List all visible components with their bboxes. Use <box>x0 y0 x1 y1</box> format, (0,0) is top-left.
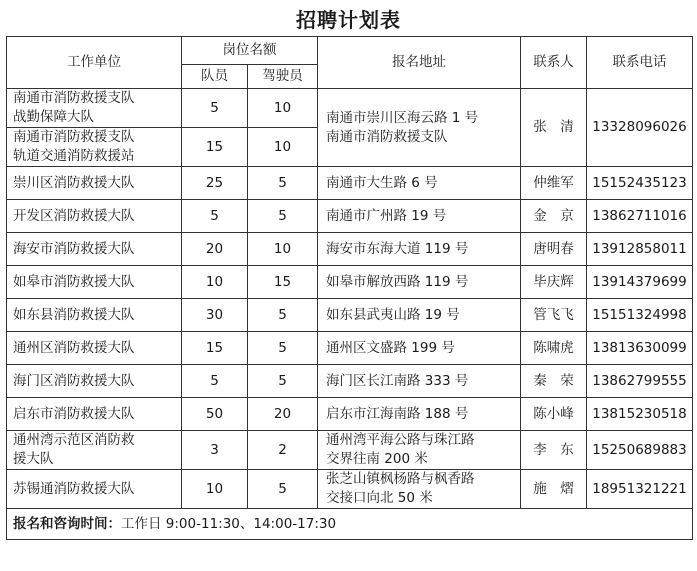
cell-unit <box>7 332 182 365</box>
cell-phone: 13914379699 <box>587 266 693 299</box>
cell-address <box>318 89 521 167</box>
cell-address <box>318 299 521 332</box>
cell-address <box>318 431 521 470</box>
cell-line: 海安市消防救援大队 <box>13 240 135 257</box>
cell-line: 通州区文盛路 199 号 <box>326 339 455 356</box>
cell-line: 海门区长江南路 333 号 <box>326 372 469 389</box>
cell-contact: 张 清 <box>521 89 587 167</box>
cell-address <box>318 398 521 431</box>
cell-phone: 13862799555 <box>587 365 693 398</box>
cell-contact: 陈小峰 <box>521 398 587 431</box>
cell-contact: 仲维军 <box>521 167 587 200</box>
cell-drivers: 5 <box>248 332 318 365</box>
page-title: 招聘计划表 <box>296 8 401 32</box>
cell-line: 轨道交通消防救援站 <box>13 148 135 164</box>
cell-unit <box>7 167 182 200</box>
footer-hours: 工作日 9:00-11:30、14:00-17:30 <box>121 515 337 532</box>
cell-drivers: 10 <box>248 128 318 167</box>
cell-drivers: 10 <box>248 89 318 128</box>
cell-line: 开发区消防救援大队 <box>13 207 135 224</box>
cell-phone: 13815230518 <box>587 398 693 431</box>
cell-line: 交界往南 200 米 <box>326 451 428 467</box>
table-row <box>7 431 693 470</box>
cell-line: 通州区消防救援大队 <box>13 339 135 356</box>
header-unit: 工作单位 <box>7 37 182 89</box>
cell-members: 15 <box>182 332 248 365</box>
cell-address <box>318 167 521 200</box>
table-body <box>7 89 693 509</box>
cell-line: 援大队 <box>13 451 54 467</box>
cell-unit <box>7 233 182 266</box>
cell-unit <box>7 128 182 167</box>
table-row <box>7 299 693 332</box>
cell-contact: 李 东 <box>521 431 587 470</box>
cell-unit <box>7 365 182 398</box>
cell-members: 50 <box>182 398 248 431</box>
cell-unit <box>7 200 182 233</box>
cell-contact: 唐明春 <box>521 233 587 266</box>
cell-members: 10 <box>182 470 248 509</box>
cell-line: 启东市消防救援大队 <box>13 405 135 422</box>
cell-unit <box>7 89 182 128</box>
footer-label: 报名和咨询时间： <box>13 515 121 532</box>
cell-address <box>318 470 521 509</box>
cell-unit <box>7 431 182 470</box>
cell-line: 战勤保障大队 <box>13 109 94 125</box>
cell-phone: 13912858011 <box>587 233 693 266</box>
cell-line: 张芝山镇枫杨路与枫香路 <box>326 471 475 487</box>
cell-members: 10 <box>182 266 248 299</box>
cell-address <box>318 365 521 398</box>
cell-members: 30 <box>182 299 248 332</box>
cell-drivers: 2 <box>248 431 318 470</box>
table-row <box>7 167 693 200</box>
cell-drivers: 5 <box>248 200 318 233</box>
cell-members: 25 <box>182 167 248 200</box>
cell-line: 如皋市消防救援大队 <box>13 273 135 290</box>
cell-unit <box>7 266 182 299</box>
table-row <box>7 233 693 266</box>
cell-members: 3 <box>182 431 248 470</box>
cell-phone: 15152435123 <box>587 167 693 200</box>
cell-drivers: 15 <box>248 266 318 299</box>
header-members: 队员 <box>182 65 248 89</box>
cell-line: 南通市消防救援支队 <box>13 90 135 106</box>
cell-members: 5 <box>182 200 248 233</box>
header-address: 报名地址 <box>318 37 521 89</box>
table-row <box>7 200 693 233</box>
cell-address <box>318 332 521 365</box>
recruitment-table <box>6 36 693 540</box>
cell-drivers: 5 <box>248 299 318 332</box>
cell-drivers: 5 <box>248 470 318 509</box>
cell-line: 南通市大生路 6 号 <box>326 174 438 191</box>
cell-contact: 毕庆辉 <box>521 266 587 299</box>
cell-members: 20 <box>182 233 248 266</box>
table-row <box>7 89 693 128</box>
cell-contact: 陈啸虎 <box>521 332 587 365</box>
header-row-1 <box>7 37 693 65</box>
cell-line: 启东市江海南路 188 号 <box>326 405 469 422</box>
cell-phone: 13328096026 <box>587 89 693 167</box>
cell-line: 海安市东海大道 119 号 <box>326 240 469 257</box>
cell-line: 苏锡通消防救援大队 <box>13 480 135 497</box>
cell-phone: 13813630099 <box>587 332 693 365</box>
cell-line: 南通市消防救援支队 <box>326 128 448 145</box>
header-drivers: 驾驶员 <box>248 65 318 89</box>
cell-contact: 管飞飞 <box>521 299 587 332</box>
header-phone: 联系电话 <box>587 37 693 89</box>
cell-phone: 13862711016 <box>587 200 693 233</box>
cell-contact: 金 京 <box>521 200 587 233</box>
cell-line: 南通市崇川区海云路 1 号 <box>326 109 479 126</box>
cell-phone: 15151324998 <box>587 299 693 332</box>
cell-line: 海门区消防救援大队 <box>13 372 135 389</box>
cell-unit <box>7 299 182 332</box>
table-row <box>7 470 693 509</box>
cell-line: 通州湾示范区消防救 <box>13 432 135 448</box>
cell-drivers: 10 <box>248 233 318 266</box>
cell-line: 交接口向北 50 米 <box>326 490 433 506</box>
cell-line: 南通市消防救援支队 <box>13 129 135 145</box>
cell-address <box>318 233 521 266</box>
cell-unit <box>7 398 182 431</box>
cell-line: 崇川区消防救援大队 <box>13 174 135 191</box>
cell-line: 通州湾平海公路与珠江路 <box>326 432 475 448</box>
cell-contact: 施 熠 <box>521 470 587 509</box>
cell-address <box>318 266 521 299</box>
cell-drivers: 5 <box>248 167 318 200</box>
cell-line: 南通市广州路 19 号 <box>326 207 447 224</box>
cell-line: 如东县武夷山路 19 号 <box>326 306 460 323</box>
cell-line: 如皋市解放西路 119 号 <box>326 273 469 290</box>
footer-row <box>7 509 693 540</box>
table-row <box>7 365 693 398</box>
cell-unit <box>7 470 182 509</box>
cell-drivers: 5 <box>248 365 318 398</box>
cell-members: 5 <box>182 365 248 398</box>
cell-phone: 15250689883 <box>587 431 693 470</box>
table-row <box>7 266 693 299</box>
cell-phone: 18951321221 <box>587 470 693 509</box>
cell-members: 15 <box>182 128 248 167</box>
footer-cell <box>7 509 693 540</box>
cell-contact: 秦 荣 <box>521 365 587 398</box>
cell-line: 如东县消防救援大队 <box>13 306 135 323</box>
cell-address <box>318 200 521 233</box>
cell-members: 5 <box>182 89 248 128</box>
header-positions: 岗位名额 <box>182 37 318 65</box>
header-contact: 联系人 <box>521 37 587 89</box>
table-row <box>7 398 693 431</box>
table-row <box>7 332 693 365</box>
cell-drivers: 20 <box>248 398 318 431</box>
